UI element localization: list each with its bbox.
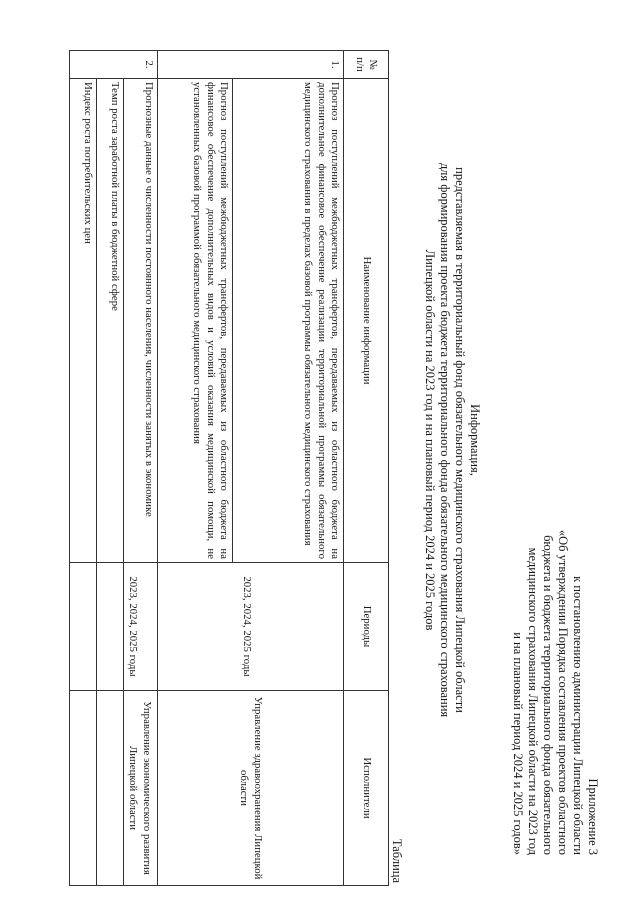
empty-cell xyxy=(70,691,97,886)
table-row xyxy=(124,51,158,886)
title-line: Липецкой области на 2023 год и на плановый период 2024 и 2025 годов xyxy=(423,249,437,631)
table-row xyxy=(97,51,124,886)
info-item: Прогнозные данные о численности постоянного населения, численности занятых в экономике xyxy=(124,79,158,563)
appendix-line: к постановлению администрации Липецкой области xyxy=(571,576,585,855)
table-label: Таблица xyxy=(390,838,404,883)
info-item: Прогноз поступлений межбюджетных трансфертов, передаваемых из областного бюджета на дополнительное финансовое обеспечение реализации территориальной программы обязательного медицинского страхования в пределах базовой программы обязательного медицинского страхования xyxy=(233,79,344,563)
appendix-line: Приложение 3 xyxy=(586,778,600,855)
info-item: Прогноз поступлений межбюджетных трансфертов, передаваемых из областного бюджета на финансовое обеспечение дополнительных видов и условий оказания медицинской помощи, не установленных базовой программой обязательного медицинского страхования xyxy=(158,79,233,563)
header-periods: Периоды xyxy=(344,563,389,691)
title-line: для формирования проекта бюджета территориального фонда обязательного медицинского страхования xyxy=(438,162,452,718)
table-row xyxy=(233,51,344,886)
period-cell: 2023, 2024, 2025 годы xyxy=(158,563,344,691)
period-cell: 2023, 2024, 2025 годы xyxy=(124,563,158,691)
empty-cell xyxy=(97,691,124,886)
empty-cell xyxy=(97,563,124,691)
header-num: № п/п xyxy=(344,51,389,79)
appendix-line: медицинского страхования Липецкой области на 2023 год xyxy=(526,547,540,855)
info-item: Темп роста заработной платы в бюджетной сфере xyxy=(97,79,124,563)
appendix-line: «Об утверждении Порядка составления проектов областного xyxy=(556,529,570,855)
table-row xyxy=(70,51,97,886)
row-num: 1. xyxy=(158,51,344,79)
table-header-row xyxy=(344,51,389,886)
document-title xyxy=(422,100,482,780)
header-executors: Исполнители xyxy=(344,691,389,886)
info-item: Индекс роста потребительских цен xyxy=(70,79,97,563)
appendix-line: и на плановый период 2024 и 2025 годов» xyxy=(511,632,525,855)
appendix-header xyxy=(510,275,600,855)
row-num: 2. xyxy=(70,51,158,79)
executor-cell: Управление экономического развития Липецкой области xyxy=(124,691,158,886)
title-line: Информация, xyxy=(468,404,482,476)
information-table xyxy=(69,50,389,886)
header-name: Наименование информации xyxy=(344,79,389,563)
title-line: представляемая в территориальный фонд обязательного медицинского страхования Липецкой области xyxy=(453,167,467,713)
appendix-line: бюджета и бюджета территориального фонда обязательного xyxy=(541,535,555,855)
empty-cell xyxy=(70,563,97,691)
executor-cell: Управление здравоохранения Липецкой области xyxy=(158,691,344,886)
